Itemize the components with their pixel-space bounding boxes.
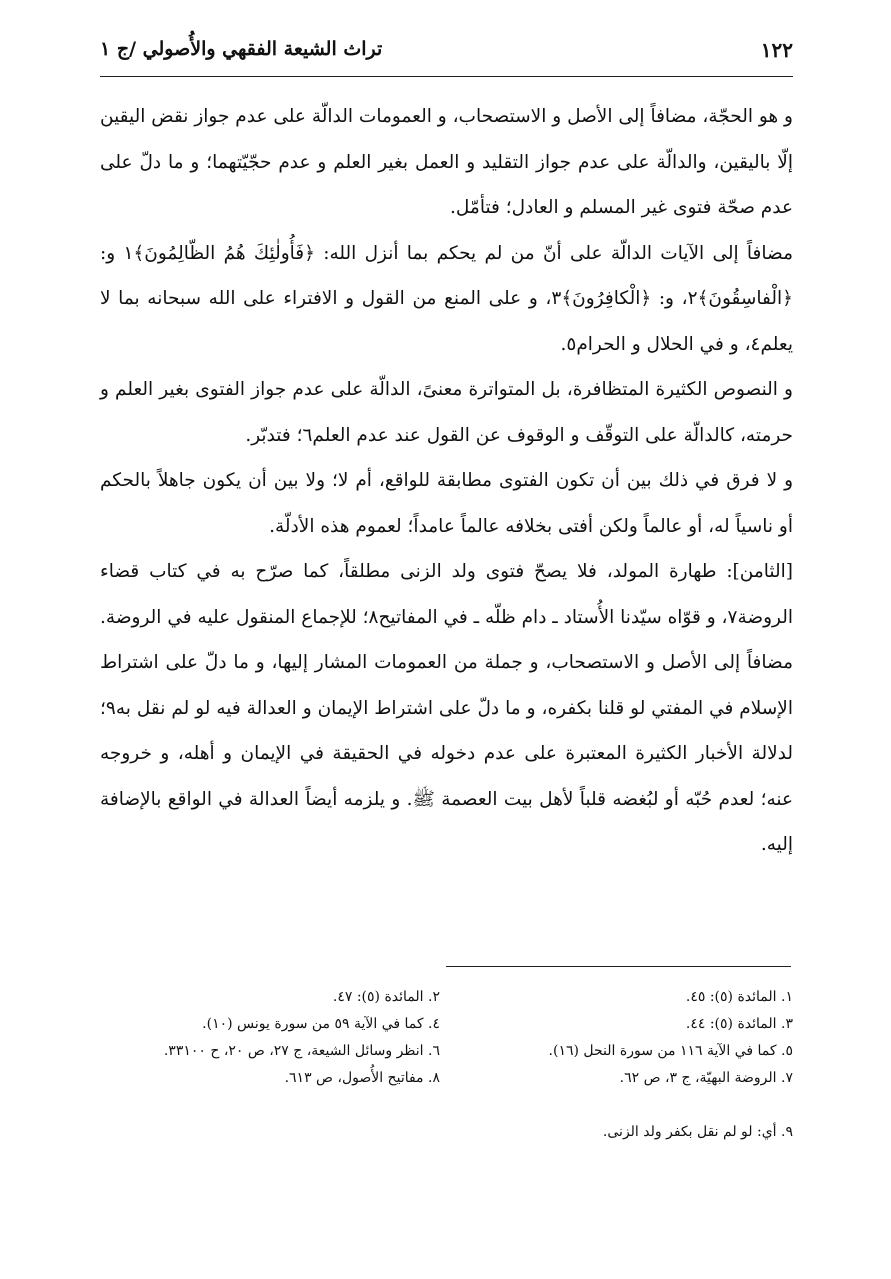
paragraph-3: و النصوص الكثيرة المتظافرة، بل المتواترة معنىً، الدالّة على عدم جواز الفتوى بغير العلم و حرمته، كالدالّة على التوقّف و الوقوف عن القول عند عدم العلم٦؛ فتدبّر. xyxy=(100,379,793,446)
page-header xyxy=(100,36,793,77)
footnote: ٦. انظر وسائل الشيعة، ج ٢٧، ص ٢٠، ح ٣٣١٠٠. xyxy=(163,1043,440,1059)
footnote: ١. المائدة (٥): ٤٥. xyxy=(685,989,793,1005)
footnotes-right-column xyxy=(453,984,793,1092)
paragraph-1: و هو الحجّة، مضافاً إلى الأصل و الاستصحاب، و العمومات الدالّة على عدم جواز نقض اليقين إلّا باليقين، والدالّة على عدم جواز التقليد و العمل بغير العلم و عدم حجّيّتهما؛ و ما دلّ على عدم صحّة فتوى غير المسلم و العادل؛ فتأمّل. xyxy=(100,106,793,218)
footnote: ٣. المائدة (٥): ٤٤. xyxy=(685,1016,793,1032)
footnote: ٩. أي: لو لم نقل بكفر ولد الزنى. xyxy=(602,1124,793,1140)
paragraph-5: [الثامن]: طهارة المولد، فلا يصحّ فتوى ولد الزنى مطلقاً، كما صرّح به في كتاب قضاء الروضة٧، و قوّاه سيّدنا الأُستاد ـ دام ظلّه ـ في المفاتيح٨؛ للإجماع المنقول عليه في الروضة. xyxy=(100,561,793,628)
running-title: تراث الشيعة الفقهي والأُصولي /ج ١ xyxy=(100,38,383,60)
paragraph-4: و لا فرق في ذلك بين أن تكون الفتوى مطابقة للواقع، أم لا؛ ولا بين أن يكون جاهلاً بالحكم أو ناسياً له، أو عالماً ولكن أفتى بخلافه عالماً عامداً؛ لعموم هذه الأدلّة. xyxy=(100,470,793,537)
main-text xyxy=(100,94,793,868)
footnote: ٤. كما في الآية ٥٩ من سورة يونس (١٠). xyxy=(202,1016,440,1032)
footnote: ٥. كما في الآية ١١٦ من سورة النحل (١٦). xyxy=(548,1043,793,1059)
footnote-separator xyxy=(446,966,791,967)
footnote: ٢. المائدة (٥): ٤٧. xyxy=(332,989,440,1005)
footnote: ٨. مفاتيح الأُصول، ص ٦١٣. xyxy=(284,1070,440,1086)
paragraph-2: مضافاً إلى الآيات الدالّة على أنّ من لم يحكم بما أنزل الله: ﴿فَأُولٰئِكَ هُمُ الظّالِمُونَ﴾١ و: ﴿الْفاسِقُونَ﴾٢، و: ﴿الْكافِرُونَ﴾٣، و على المنع من القول و الافتراء على الله سبحانه بما لا يعلم٤، و في الحلال و الحرام٥. xyxy=(100,242,794,355)
page-number: ١٢٢ xyxy=(760,38,793,62)
footnotes-left-column xyxy=(100,984,440,1092)
footnote: ٧. الروضة البهيّة، ج ٣، ص ٦٢. xyxy=(619,1070,793,1086)
paragraph-6: مضافاً إلى الأصل و الاستصحاب، و جملة من العمومات المشار إليها، و ما دلّ على اشتراط الإسلام في المفتي لو قلنا بكفره، و ما دلّ على اشتراط الإيمان و العدالة فيه لو لم نقل به٩؛ لدلالة الأخبار الكثيرة المعتبرة على عدم دخوله في الحقيقة في الإيمان و أهله، و خروجه عنه؛ لعدم حُبّه أو لبُغضه قلباً لأهل بيت العصمة ﷺ. و يلزمه أيضاً العدالة في الواقع بالإضافة إليه. xyxy=(100,652,793,855)
